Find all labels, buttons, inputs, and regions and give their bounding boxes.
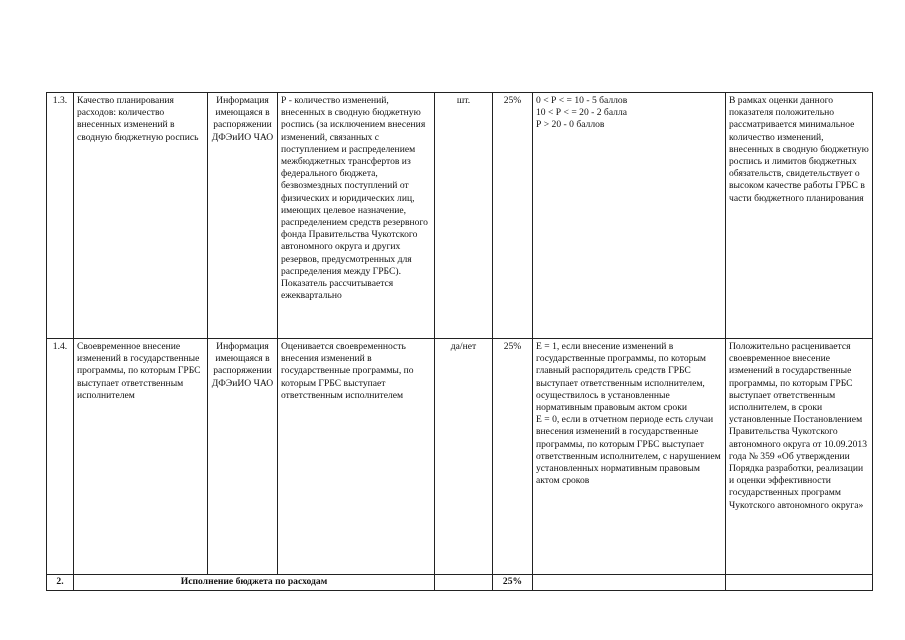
- indicator-comment: Положительно расценивается своевременное внесение изменений в государственные программы, по которым ГРБС выступает ответственным исполнителем, в сроки установленные Постановлением Правительства Чукотского автономного округа от 10.09.2013 года № 359 «Об утверждении Порядка разработки, реализации и оценки эффективности государственных программ Чукотского автономного округа»: [726, 339, 873, 575]
- table-row: [47, 339, 873, 575]
- section-weight: 25%: [493, 575, 533, 591]
- data-source: Информация имеющаяся в распоряжении ДФЭиИО ЧАО: [208, 93, 278, 339]
- calculation-formula: Р - количество изменений, внесенных в сводную бюджетную роспись (за исключением внесения изменений, связанных с поступлением и распределением межбюджетных трансфертов из федерального бюджета, безвозмездных поступлений от физических и юридических лиц, имеющих целевое назначение, распределением средств резервного фонда Правительства Чукотского автономного округа и других резервов, предусмотренных для распределения между ГРБС). Показатель рассчитывается ежеквартально: [278, 93, 435, 339]
- unit-of-measure: да/нет: [435, 339, 493, 575]
- calculation-formula: Оценивается своевременность внесения изменений в государственные программы, по которым ГРБС выступает ответственным исполнителем: [278, 339, 435, 575]
- section-title: Исполнение бюджета по расходам: [74, 575, 435, 591]
- table-row: [47, 93, 873, 339]
- empty-cell: [533, 575, 726, 591]
- row-number: 1.3.: [47, 93, 74, 339]
- indicator-table: [46, 92, 873, 591]
- section-total-row: [47, 575, 873, 591]
- section-number: 2.: [47, 575, 74, 591]
- indicator-comment: В рамках оценки данного показателя положительно рассматривается минимальное количество изменений, внесенных в сводную бюджетную роспись и лимитов бюджетных обязательств, свидетельствует о высоком качестве работы ГРБС в части бюджетного планирования: [726, 93, 873, 339]
- row-number: 1.4.: [47, 339, 74, 575]
- empty-cell: [435, 575, 493, 591]
- data-source: Информация имеющаяся в распоряжении ДФЭиИО ЧАО: [208, 339, 278, 575]
- empty-cell: [726, 575, 873, 591]
- unit-of-measure: шт.: [435, 93, 493, 339]
- indicator-name: Качество планирования расходов: количество внесенных изменений в сводную бюджетную роспись: [74, 93, 208, 339]
- scoring-scale: Е = 1, если внесение изменений в государственные программы, по которым главный распорядитель средств ГРБС выступает ответственным исполнителем, осуществилось в установленные нормативным правовым актом сроки Е = 0, если в отчетном периоде есть случаи внесения изменений в государственные программы, по которым ГРБС выступает ответственным исполнителем, с нарушением установленных нормативным правовым актом сроков: [533, 339, 726, 575]
- scoring-scale: 0 < Р < = 10 - 5 баллов 10 < Р < = 20 - 2 балла Р > 20 - 0 баллов: [533, 93, 726, 339]
- indicator-weight: 25%: [493, 339, 533, 575]
- indicator-name: Своевременное внесение изменений в государственные программы, по которым ГРБС выступает ответственным исполнителем: [74, 339, 208, 575]
- indicator-weight: 25%: [493, 93, 533, 339]
